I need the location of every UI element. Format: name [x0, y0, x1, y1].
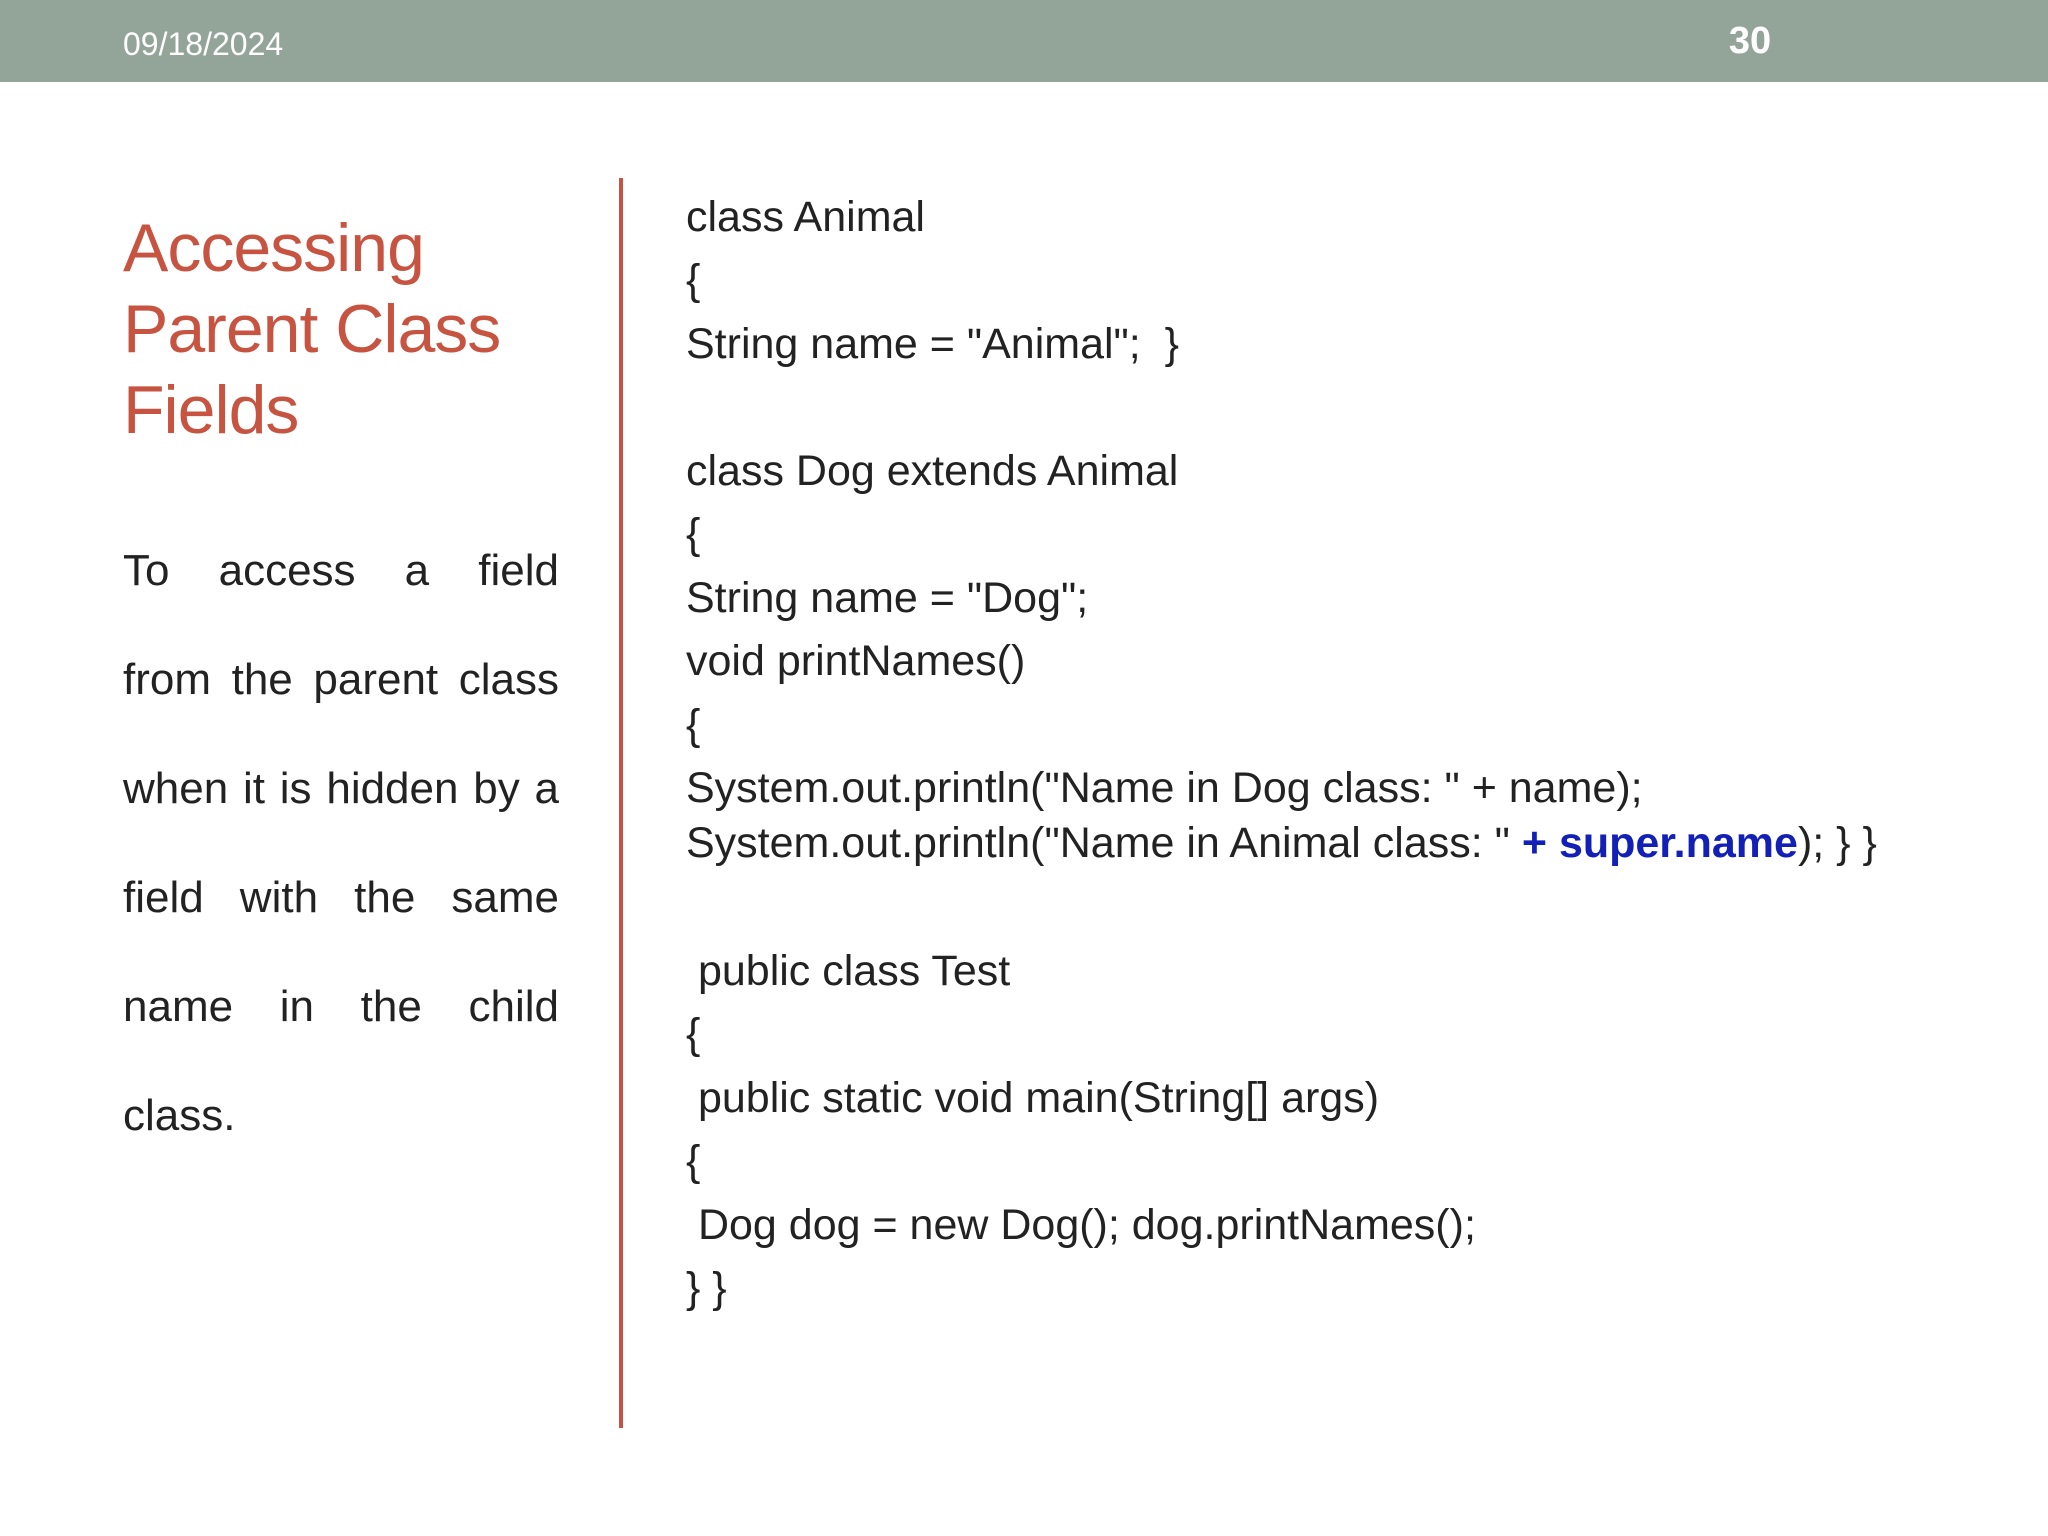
slide-title [123, 208, 603, 451]
code-line: { [686, 510, 701, 558]
title-line: Parent Class [123, 291, 501, 367]
code-line: { [686, 701, 701, 749]
header-bar [0, 0, 2048, 82]
code-line: public class Test [686, 947, 1011, 995]
vertical-divider [619, 178, 623, 1428]
code-line: System.out.println("Name in Dog class: " + name); [686, 764, 1643, 812]
code-line: { [686, 1137, 701, 1185]
code-line: public static void main(String[] args) [686, 1074, 1380, 1122]
code-line: String name = "Animal"; } [686, 320, 1180, 368]
code-line: } } [686, 1264, 727, 1312]
body-line: field with the same [123, 873, 559, 922]
code-line: class Animal [686, 193, 925, 241]
body-line: To access a field [123, 546, 559, 595]
body-paragraph [123, 516, 559, 1170]
code-text: ); } } [1797, 819, 1877, 867]
code-line: class Dog extends Animal [686, 447, 1179, 495]
code-line: { [686, 256, 701, 304]
body-line: when it is hidden by a [123, 764, 559, 813]
super-keyword-highlight: + super.name [1521, 819, 1798, 867]
code-line: { [686, 1010, 701, 1058]
slide-page-number: 30 [1728, 20, 1772, 62]
title-line: Accessing [123, 210, 424, 286]
body-line: class. [123, 1091, 236, 1140]
code-line: String name = "Dog"; [686, 574, 1089, 622]
code-line: void printNames() [686, 637, 1026, 685]
code-line-highlight [686, 816, 1877, 870]
title-line: Fields [123, 372, 299, 448]
body-line: from the parent class [123, 655, 559, 704]
code-line: Dog dog = new Dog(); dog.printNames(); [686, 1201, 1476, 1249]
slide-date: 09/18/2024 [123, 26, 284, 62]
code-text: System.out.println("Name in Animal class: " [686, 819, 1522, 867]
body-line: name in the child [123, 982, 559, 1031]
